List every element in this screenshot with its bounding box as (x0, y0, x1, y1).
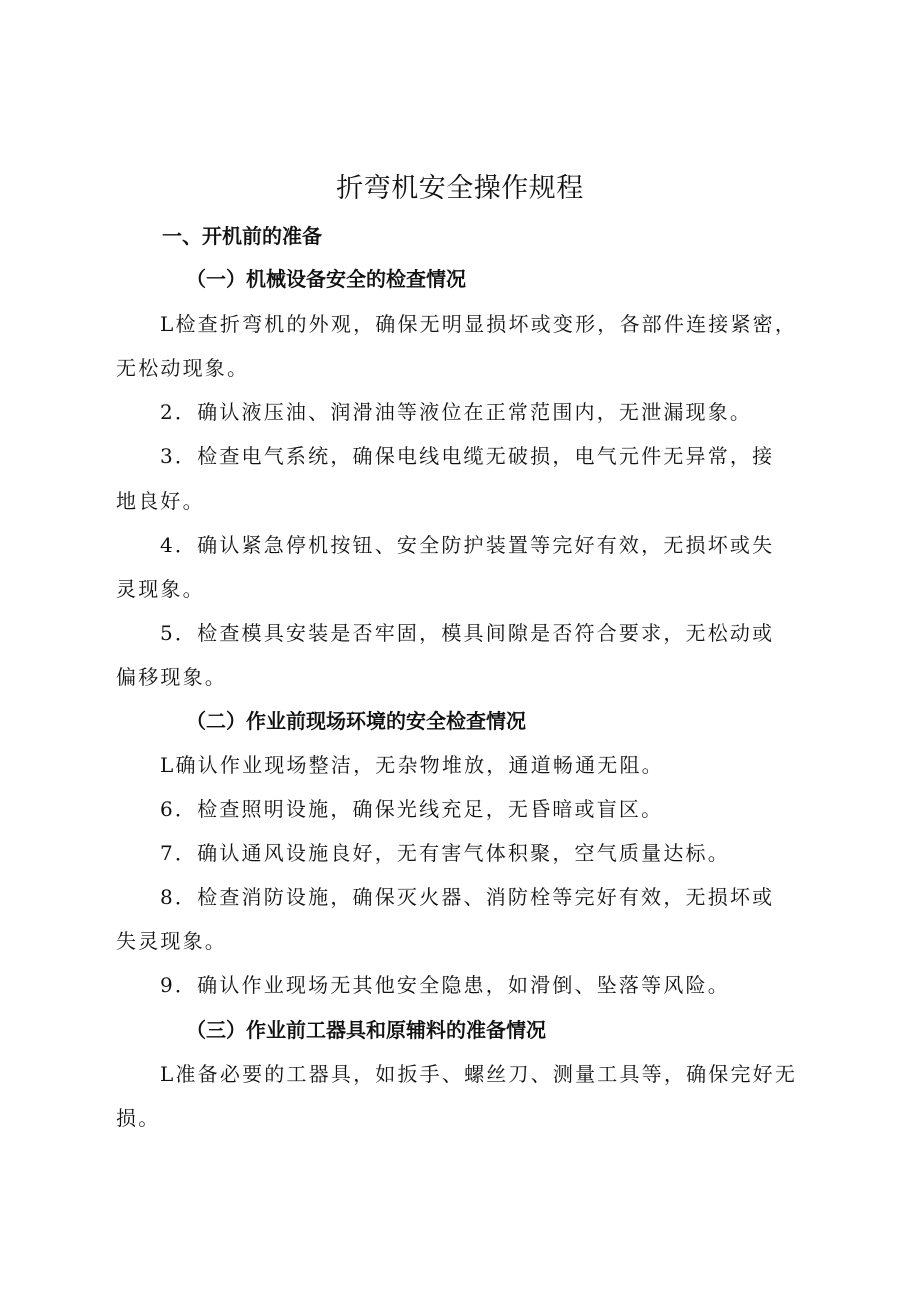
paragraph-line: 无松动现象。 (116, 356, 250, 380)
paragraph-line: 8．检查消防设施，确保灭火器、消防栓等完好有效，无损坏或 (160, 885, 775, 909)
paragraph-line: 损。 (116, 1106, 161, 1130)
paragraph-line: 失灵现象。 (116, 929, 227, 953)
subsection-heading-3: （三）作业前工器具和原辅料的准备情况 (186, 1018, 546, 1042)
paragraph-line: L准备必要的工器具，如扳手、螺丝刀、测量工具等，确保完好无 (160, 1062, 798, 1086)
paragraph-line: 9．确认作业现场无其他安全隐患，如滑倒、坠落等风险。 (160, 973, 730, 997)
paragraph-line: 偏移现象。 (116, 665, 227, 689)
document-title: 折弯机安全操作规程 (336, 173, 584, 204)
paragraph-line: 6．检查照明设施，确保光线充足，无昏暗或盲区。 (160, 797, 664, 821)
section-heading-1: 一、开机前的准备 (162, 224, 322, 248)
paragraph-line: L确认作业现场整洁，无杂物堆放，通道畅通无阻。 (160, 753, 664, 777)
paragraph-line: 2．确认液压油、润滑油等液位在正常范围内，无泄漏现象。 (160, 400, 753, 424)
paragraph-line: 4．确认紧急停机按钮、安全防护装置等完好有效，无损坏或失 (160, 533, 775, 557)
paragraph-line: 3．检查电气系统，确保电线电缆无破损，电气元件无异常，接 (160, 444, 775, 468)
paragraph-line: L检查折弯机的外观，确保无明显损坏或变形，各部件连接紧密， (160, 312, 798, 336)
paragraph-line: 5．检查模具安装是否牢固，模具间隙是否符合要求，无松动或 (160, 621, 775, 645)
subsection-heading-2: （二）作业前现场环境的安全检查情况 (186, 709, 526, 733)
subsection-heading-1: （一）机械设备安全的检查情况 (186, 267, 466, 291)
paragraph-line: 灵现象。 (116, 577, 205, 601)
paragraph-line: 7．确认通风设施良好，无有害气体积聚，空气质量达标。 (160, 841, 730, 865)
paragraph-line: 地良好。 (116, 489, 205, 513)
